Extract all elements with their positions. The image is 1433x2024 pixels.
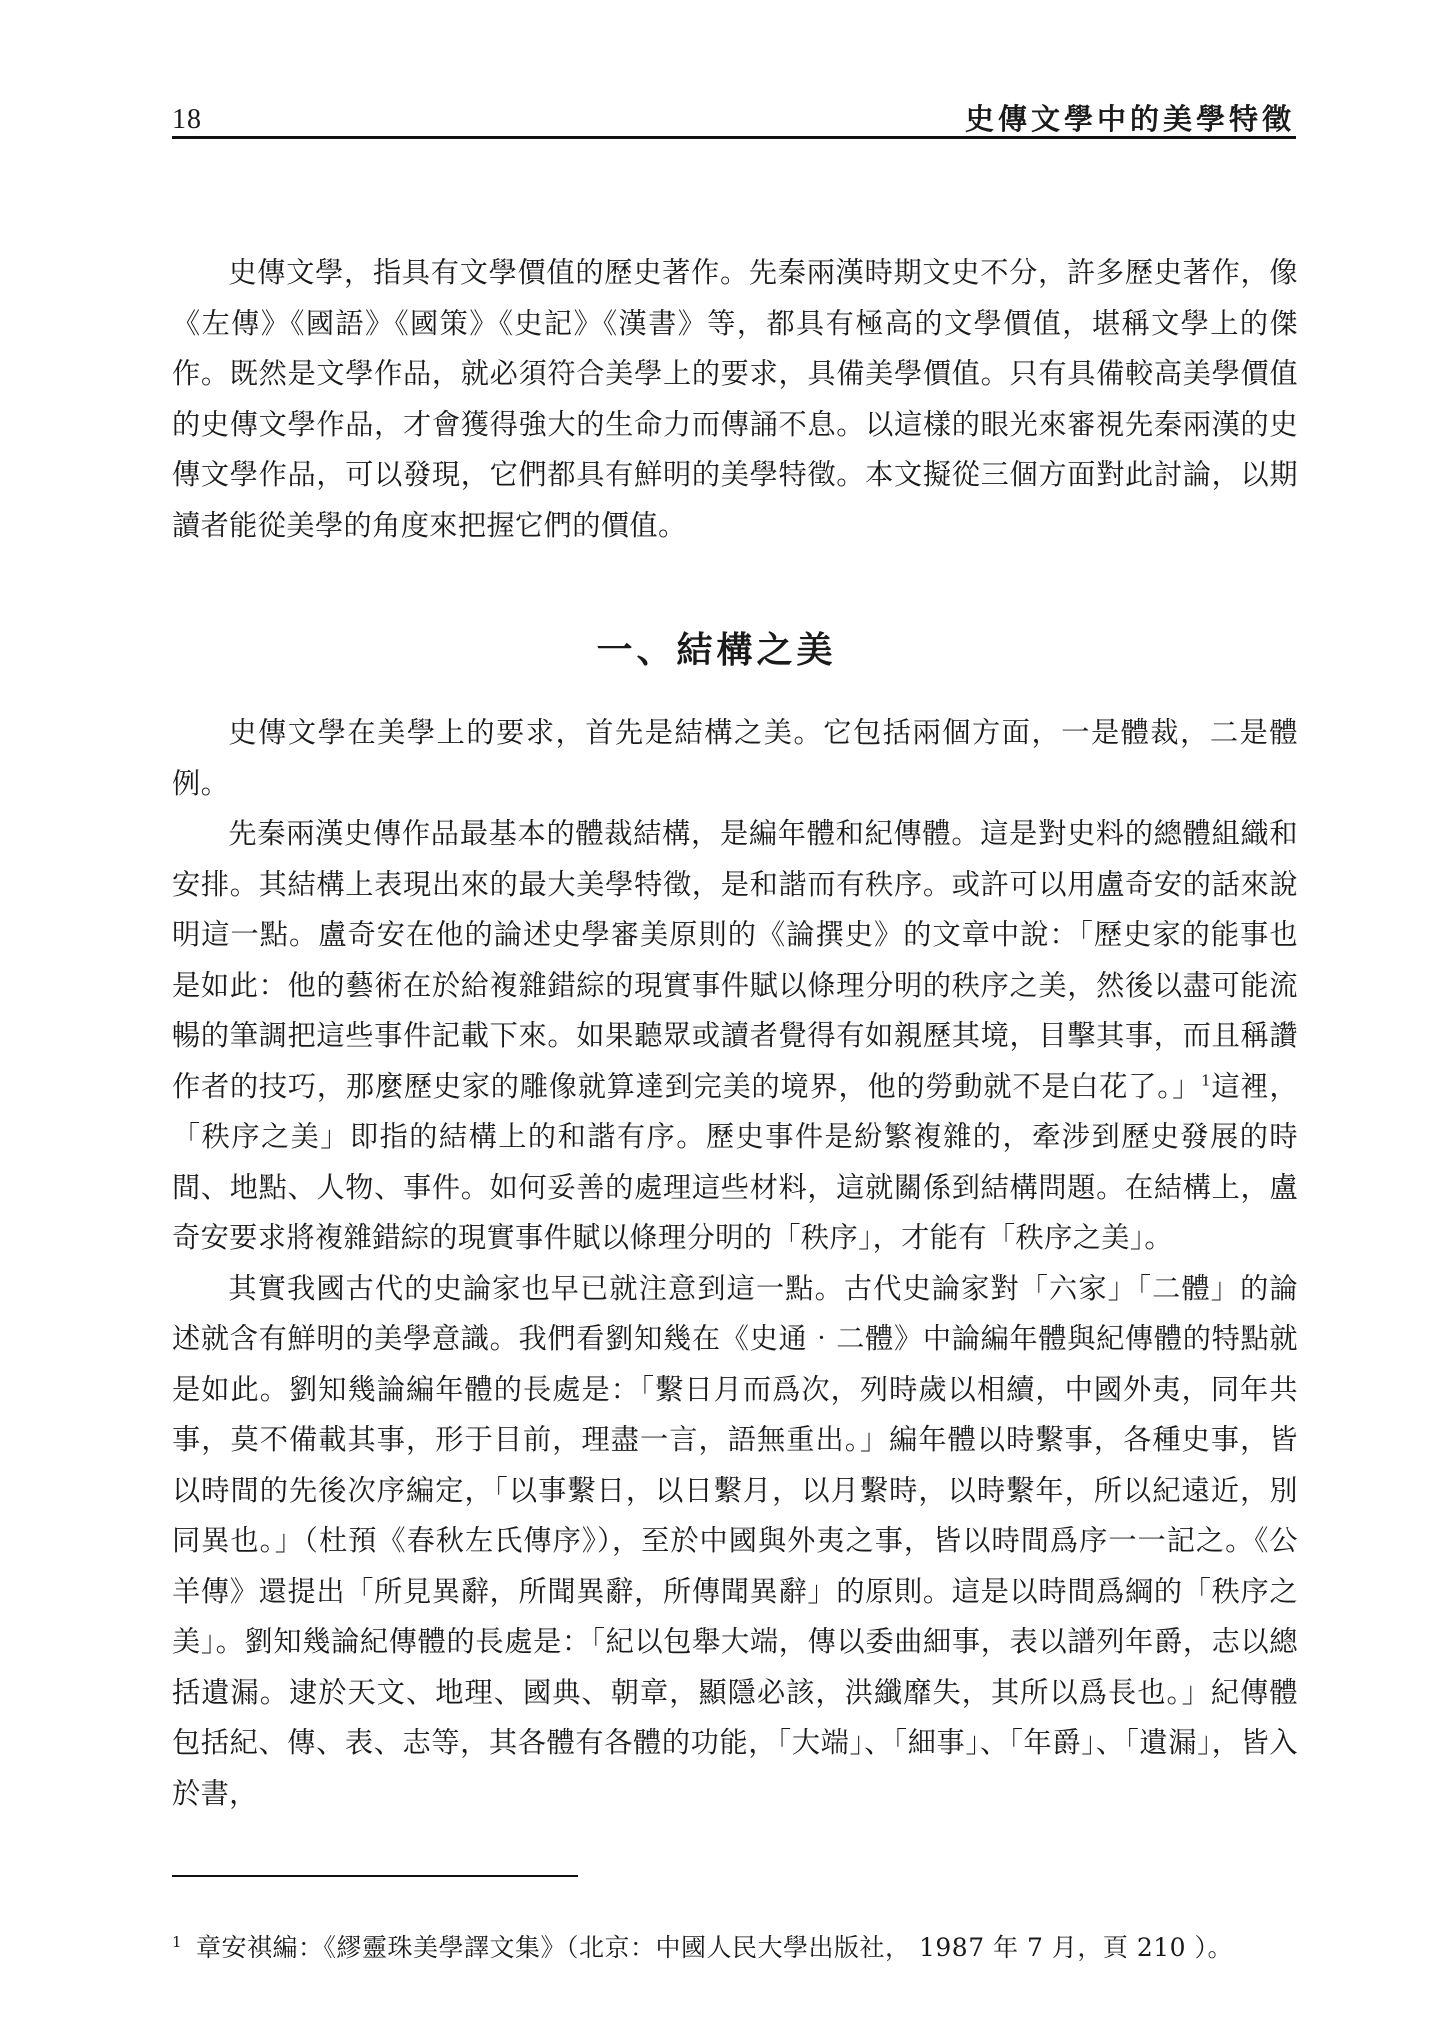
page-number: 18: [172, 104, 202, 135]
header-rule: [172, 136, 1296, 139]
footnote: [172, 1930, 1298, 1966]
section-heading: 一、結構之美: [596, 630, 837, 671]
intro-paragraph: 史傳文學，指具有文學價值的歷史著作。先秦兩漢時期文史不分，許多歷史著作，像《左傳》《國語》《國策》《史記》《漢書》等，都具有極高的文學價值，堪稱文學上的傑作。既然是文學作品，就必須符合美學上的要求，具備美學價值。只有具備較高美學價值的史傳文學作品，才會獲得強大的生命力而傳誦不息。以這樣的眼光來審視先秦兩漢的史傳文學作品，可以發現，它們都具有鮮明的美學特徵。本文擬從三個方面對此討論，以期讀者能從美學的角度來把握它們的價值。: [172, 256, 1298, 542]
running-head: 史傳文學中的美學特徵: [964, 102, 1295, 136]
footnote-text: 章安祺編：《繆靈珠美學譯文集》（北京：中國人民大學出版社， 1987 年 7 月，頁 210 ）。: [196, 1933, 1233, 1962]
intro-section: [172, 248, 1298, 551]
footnote-reference[interactable]: 1: [1201, 1071, 1212, 1090]
section-paragraph-3: 其實我國古代的史論家也早已就注意到這一點。古代史論家對「六家」「二體」的論述就含有鮮明的美學意識。我們看劉知幾在《史通‧二體》中論編年體與紀傳體的特點就是如此。劉知幾論編年體的長處是：「繫日月而爲次，列時歲以相續，中國外夷，同年共事，莫不備載其事，形于目前，理盡一言，語無重出。」編年體以時繫事，各種史事，皆以時間的先後次序編定，「以事繫日，以日繫月，以月繫時，以時繫年，所以紀遠近，別同異也。」（杜預《春秋左氏傳序》），至於中國與外夷之事，皆以時間爲序一一記之。《公羊傳》還提出「所見異辭，所聞異辭，所傳聞異辭」的原則。這是以時間爲綱的「秩序之美」。劉知幾論紀傳體的長處是：「紀以包舉大端，傳以委曲細事，表以譜列年爵，志以總括遺漏。逮於天文、地理、國典、朝章，顯隱必該，洪纖靡失，其所以爲長也。」紀傳體包括紀、傳、表、志等，其各體有各體的功能，「大端」、「細事」、「年爵」、「遺漏」，皆入於書，: [172, 1271, 1298, 1810]
footnote-rule: [172, 1875, 578, 1877]
section-paragraph-2-part-1: 先秦兩漢史傳作品最基本的體裁結構，是編年體和紀傳體。這是對史料的總體組織和安排。其結構上表現出來的最大美學特徵，是和諧而有秩序。或許可以用盧奇安的話來說明這一點。盧奇安在他的論述史學審美原則的《論撰史》的文章中說：「歷史家的能事也是如此：他的藝術在於給複雜錯綜的現實事件賦以條理分明的秩序之美，然後以盡可能流暢的筆調把這些事件記載下來。如果聽眾或讀者覺得有如親歷其境，目擊其事，而且稱讚作者的技巧，那麼歷史家的雕像就算達到完美的境界，他的勞動就不是白花了。」: [172, 817, 1298, 1103]
footnote-number: 1: [172, 1932, 183, 1951]
section-paragraph-1: 史傳文學在美學上的要求，首先是結構之美。它包括兩個方面，一是體裁，二是體例。: [172, 716, 1298, 800]
section-paragraph-2-part-2: 這裡，「秩序之美」即指的結構上的和諧有序。歷史事件是紛繁複雜的，牽涉到歷史發展的時間、地點、人物、事件。如何妥善的處理這些材料，這就關係到結構問題。在結構上，盧奇安要求將複雜錯綜的現實事件賦以條理分明的「秩序」，才能有「秩序之美」。: [172, 1069, 1298, 1254]
section-paragraph-2: [172, 809, 1298, 1264]
section-body: [172, 708, 1298, 1819]
